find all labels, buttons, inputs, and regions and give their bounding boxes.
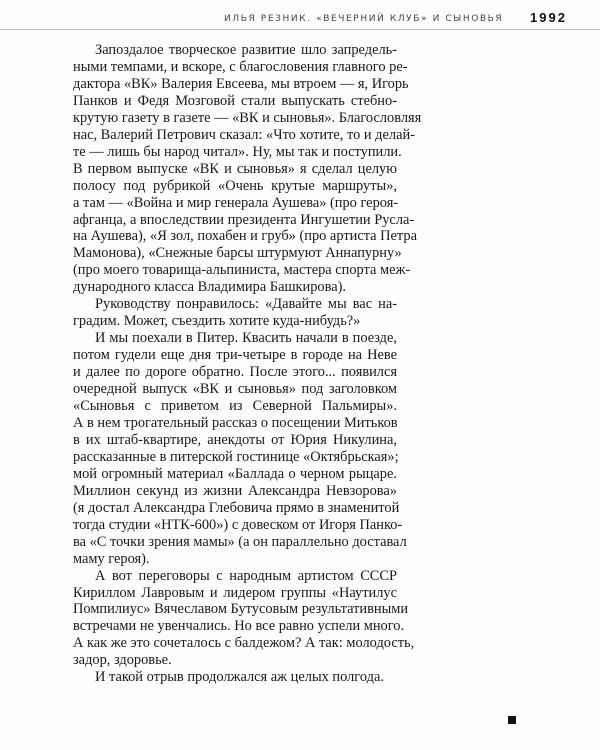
text-line: ными темпами, и вскоре, с благословения главного ре- [73,58,408,75]
text-line: потом гудели еще дня три-четыре в городе на Неве [73,347,397,364]
text-line: Панков и Федя Мозговой стали выпускать стебно- [73,92,397,109]
text-line: Помпилиус» Вячеславом Бутусовым результативными [73,601,409,618]
text-line: полосу под рубрикой «Очень крутые маршруты», [73,177,397,194]
text-line: нас, Валерий Петрович сказал: «Что хотите, то и делай- [73,126,415,143]
text-line: те — лишь бы народ читал». Ну, мы так и поступили. [73,143,402,160]
header-rule [0,29,600,30]
text-line: В первом выпуске «ВК и сыновья» я сделал целую [73,160,397,177]
text-line: И такой отрыв продолжался аж целых полгода. [95,669,384,686]
text-line: мой огромный материал «Баллада о черном рыцаре. [73,465,397,482]
paragraph [73,296,397,330]
text-line: ва «С точки зрения мамы» (а он параллельно доставал [73,533,407,550]
text-line: А как же это сочеталось с балдежом? А так: молодость, [73,635,415,652]
body-text [73,42,422,686]
text-line: А в нем трогательный рассказ о посещении Митьков [73,414,398,431]
text-line: встречами не увенчались. Но все равно успели много. [73,618,405,635]
text-line: «Сыновья с приветом из Северной Пальмиры». [73,398,397,415]
text-line: (про моего товарища-альпиниста, мастера спорта меж- [73,262,411,279]
running-title: ИЛЬЯ РЕЗНИК. «ВЕЧЕРНИЙ КЛУБ» И СЫНОВЬЯ [224,14,504,24]
text-line: афганца, а впоследствии президента Ингушетии Русла- [73,211,415,228]
text-line: и далее по дороге обратно. После этого... появился [73,364,397,381]
text-line: И мы поехали в Питер. Квасить начали в поезде, [95,330,397,347]
paragraph [73,567,415,670]
running-head [0,6,600,30]
paragraph [73,330,407,567]
text-line: А вот переговоры с народным артистом СССР [95,567,397,584]
text-line: градим. Может, съездить хотите куда-нибудь?» [73,313,361,330]
text-line: крутую газету в газете — «ВК и сыновья». Благословляя [73,109,422,126]
end-of-chapter-mark [508,716,516,724]
page-number: 1992 [530,10,567,25]
text-line: а там — «Война и мир генерала Аушева» (про героя- [73,194,399,211]
text-line: маму героя). [73,550,150,567]
text-line: Мамонова), «Снежные барсы штурмуют Аннапурну» [73,245,402,262]
text-line: тогда студии «НТК-600») с довеском от Игоря Панко- [73,516,403,533]
text-line: Кириллом Лавровым и лидером группы «Наутилус [73,584,397,601]
text-line: на Аушева), «Я зол, похабен и груб» (про артиста Петра [73,228,417,245]
text-line: Миллион секунд из жизни Александра Невзорова» [73,482,397,499]
text-line: очередной выпуск «ВК и сыновья» под заголовком [73,381,397,398]
text-line: (я достал Александра Глебовича прямо в знаменитой [73,499,400,516]
text-line: задор, здоровье. [73,652,172,669]
text-line: Запоздалое творческое развитие шло запредель- [95,42,397,58]
text-line: Руководству понравилось: «Давайте мы вас на- [95,296,397,313]
text-line: в их штаб-квартире, анекдоты от Юрия Никулина, [73,431,397,448]
text-line: рассказанные в питерской гостинице «Октябрьская»; [73,448,399,465]
text-line: дународного класса Владимира Башкирова). [73,279,347,296]
paragraph [73,42,422,296]
text-line: дактора «ВК» Валерия Евсеева, мы втроем — я, Игорь [73,75,409,92]
paragraph [73,669,397,686]
